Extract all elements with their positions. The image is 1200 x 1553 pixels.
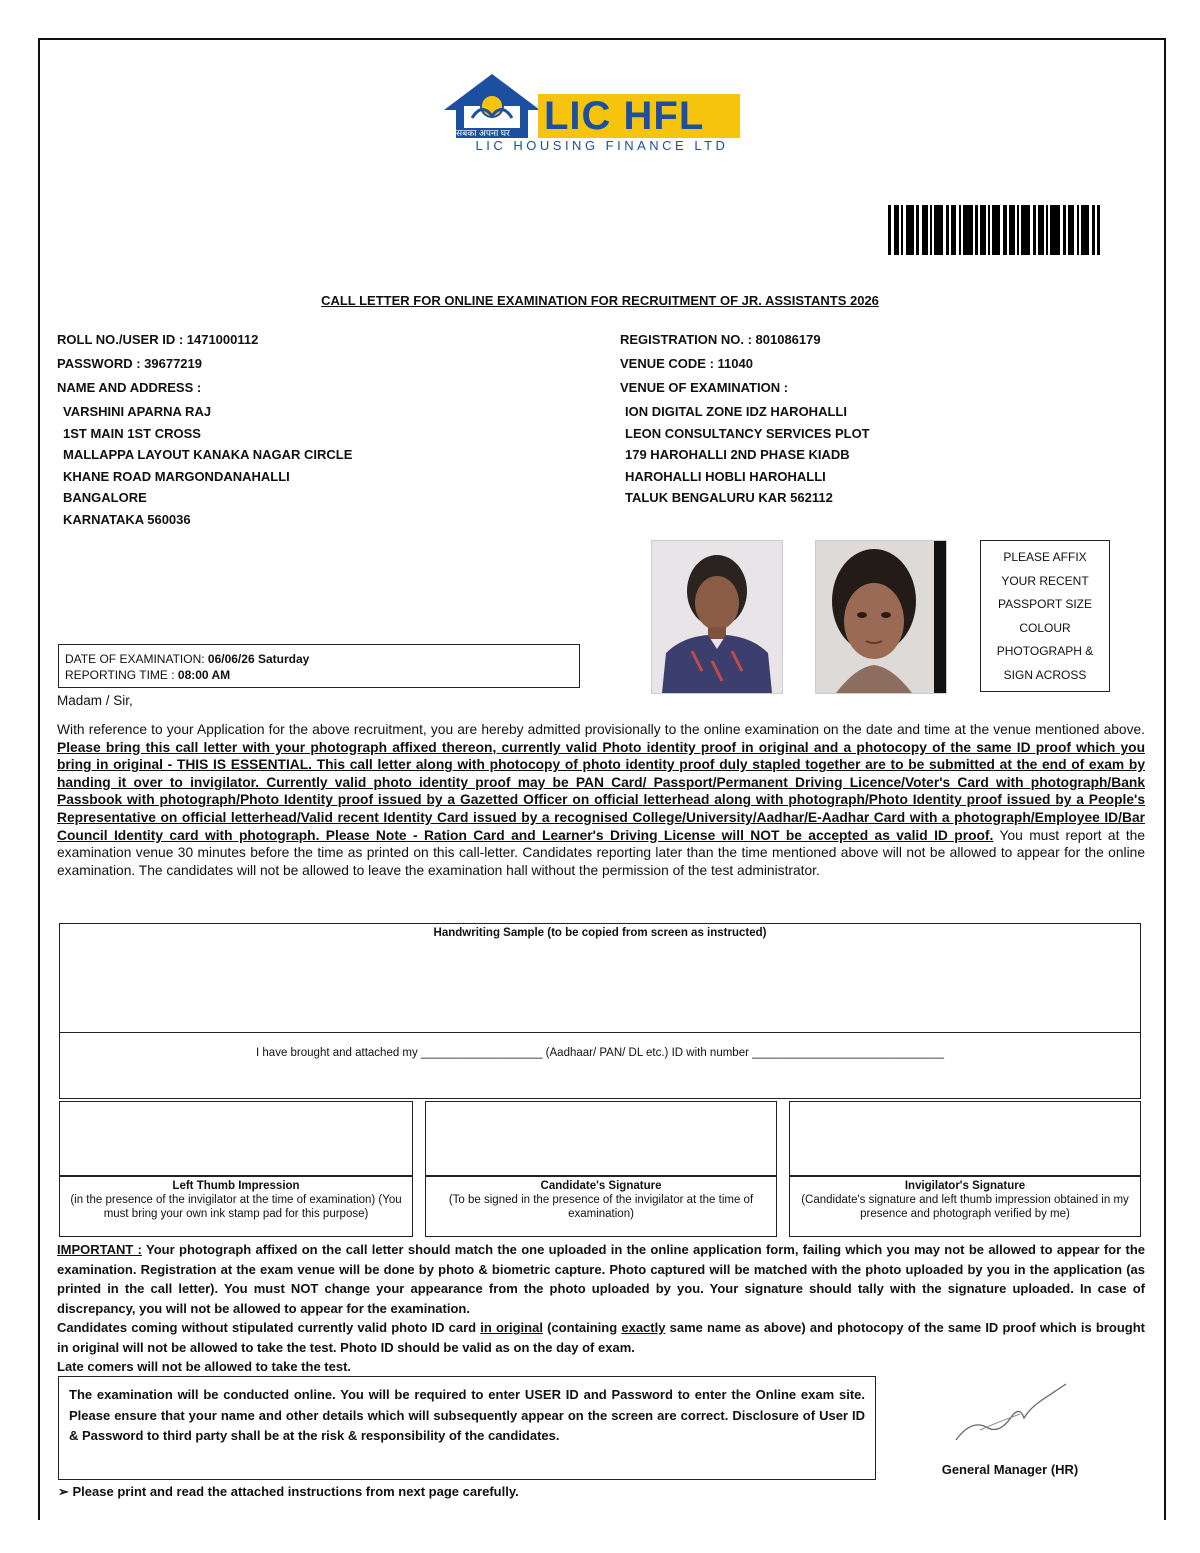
candidate-signature-caption [425,1175,777,1237]
venue-line: LEON CONSULTANCY SERVICES PLOT [625,425,870,441]
invigilator-signature-caption [789,1175,1141,1237]
exam-date-box [58,644,580,688]
logo-brand: LIC HFL [538,94,740,138]
invigilator-signature-note: (Candidate's signature and left thumb impression obtained in my presence and photograph verified by me) [801,1194,1129,1220]
name-address-label: NAME AND ADDRESS : [57,380,202,395]
footer-note [58,1484,519,1500]
invigilator-signature-box [789,1101,1141,1177]
venue-label: VENUE OF EXAMINATION : [620,380,789,395]
address-line: KHANE ROAD MARGONDANAHALLI [63,468,290,484]
affix-line: SIGN ACROSS [1003,667,1087,682]
exactly: exactly [621,1320,666,1335]
signatory-title: General Manager (HR) [941,1462,1079,1477]
body-reporting: You must report at the examination venue 30 minutes before the time as printed on this call-letter. Candidates reporting later than the time mentioned above will not be allowed to appear for the online examination. The candidates will not be allowed to leave the examination hall without the permission of the test administrator. [57,827,1145,878]
important-text: Your photograph affixed on the call letter should match the one uploaded in the online application form, failing which you may not be allowed to appear for the examination. Registration at the exam venue will be done by photo & biometric capture. Photo captured will be matched with the photo uploaded by you in the application (as printed in the call letter). You must NOT change your appearance from the photo uploaded by you. Your signature should tally with the signature uploaded. In case of discrepancy, you will not be allowed to appear for the examination. [57,1242,1145,1316]
affix-line: YOUR RECENT [1001,573,1089,588]
handwriting-label: Handwriting Sample (to be copied from screen as instructed) [433,927,767,939]
important-id-text-2: (containing [542,1320,622,1335]
important-label: IMPORTANT : [57,1242,142,1257]
late-comers: Late comers will not be allowed to take the test. [57,1359,352,1374]
registration-number: REGISTRATION NO. : 801086179 [620,332,821,347]
candidate-details [57,328,258,400]
address-line: 1ST MAIN 1ST CROSS [63,425,201,441]
time-label: REPORTING TIME : [65,668,178,682]
address-line: VARSHINI APARNA RAJ [63,404,212,419]
left-thumb-note: (in the presence of the invigilator at the time of examination) (You must bring your own ink stamp pad for this purpose) [70,1194,402,1220]
venue-line: TALUK BENGALURU KAR 562112 [625,490,833,505]
affix-photo-box [980,540,1110,692]
body-intro: With reference to your Application for the above recruitment, you are hereby admitted provisionally to the online examination on the date and time at the venue mentioned above. [57,722,1145,737]
venue-details [620,328,821,400]
venue-line: HAROHALLI HOBLI HAROHALLI [625,468,826,484]
candidate-signature-box [425,1101,777,1177]
footer-text: Please print and read the attached instructions from next page carefully. [72,1484,519,1499]
venue-address [625,401,870,509]
address-line: BANGALORE [63,490,147,505]
left-thumb-title: Left Thumb Impression [172,1180,300,1192]
affix-line: PHOTOGRAPH & [996,644,1094,658]
page-title: CALL LETTER FOR ONLINE EXAMINATION FOR RECRUITMENT OF JR. ASSISTANTS 2026 [321,293,879,308]
logo-tagline: सबका अपना घर [456,128,510,138]
handwriting-sample-box [59,923,1141,1033]
date-label: DATE OF EXAMINATION: [65,652,208,666]
body-id-requirements: Please bring this call letter with your photograph affixed thereon, currently valid Photo identity proof in original and a photocopy of the same ID proof which you bring in original - THIS IS ESSENTIAL. This call letter along with photocopy of photo identity proof duly stapled together are to be submitted at the end of exam by handing it over to invigilator. Currently valid photo identity proof may be PAN Card/ Passport/Permanent Driving Licence/Voter's Card with photograph/Bank Passbook with photograph/Photo Identity proof issued by a Gazetted Officer on official letterhead along with photograph/Photo Identity proof issued by a People's Representative on official letterhead/Valid recent Identity Card issued by a recognised College/University/Aadhar/E-Aadhar Card with a photograph/Employee ID/Bar Council Identity card with photograph. Please Note - Ration Card and Learner's Driving License will NOT be accepted as valid ID proof. [57,739,1145,843]
candidate-signature-note: (To be signed in the presence of the invigilator at the time of examination) [448,1194,754,1220]
in-original: in original [480,1320,543,1335]
address-line: KARNATAKA 560036 [63,511,191,527]
candidate-address [63,401,352,530]
date-value: 06/06/26 Saturday [207,652,310,666]
bullet-arrow-icon: ➢ [58,1484,73,1499]
venue-line: ION DIGITAL ZONE IDZ HAROHALLI [625,404,847,419]
logo-subtitle: LIC HOUSING FINANCE LTD [475,138,729,153]
manager-signature [950,1378,1070,1448]
invigilator-signature-title: Invigilator's Signature [904,1180,1026,1192]
id-declaration-line: I have brought and attached my ___________________ (Aadhaar/ PAN/ DL etc.) ID with number ______________________________ [256,1047,944,1059]
roll-number: ROLL NO./USER ID : 1471000112 [57,332,259,347]
address-line: MALLAPPA LAYOUT KANAKA NAGAR CIRCLE [63,447,353,462]
uploaded-photo [651,540,783,694]
left-thumb-box [59,1101,413,1177]
important-id-text-3: same name as above) and photocopy of the same ID proof which is brought in original will not be allowed to take the test. Photo ID should be valid as on the day of exam. [57,1320,1145,1355]
body-paragraph [57,721,1145,879]
affix-line: PLEASE AFFIX [1003,550,1087,564]
password: PASSWORD : 39677219 [57,356,202,371]
important-notice [57,1240,1145,1377]
affix-line: COLOUR [1019,620,1071,635]
captured-photo [815,540,947,694]
time-value: 08:00 AM [177,668,231,682]
exam-note-box: The examination will be conducted online. You will be required to enter USER ID and Password to enter the Online exam site. Please ensure that your name and other details which will subsequently appear on the screen are correct. Disclosure of User ID & Password to third party shall be at the risk & responsibility of the candidates. [58,1376,876,1480]
candidate-signature-title: Candidate's Signature [540,1180,662,1192]
salutation: Madam / Sir, [57,693,133,708]
id-declaration-box [59,1031,1141,1099]
lic-hfl-logo [442,72,744,156]
venue-line: 179 HAROHALLI 2ND PHASE KIADB [625,447,850,462]
venue-code: VENUE CODE : 11040 [620,356,753,371]
important-id-text: Candidates coming without stipulated currently valid photo ID card [57,1320,481,1335]
affix-line: PASSPORT SIZE [997,597,1093,611]
left-thumb-caption [59,1175,413,1237]
barcode [888,205,1100,255]
